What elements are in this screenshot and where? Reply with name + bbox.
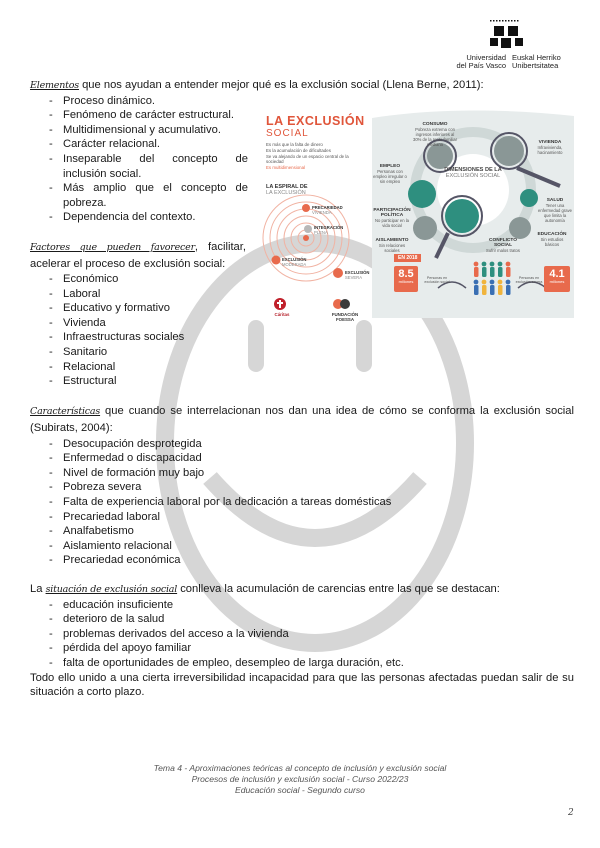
list-item: - Estructural [30, 374, 574, 389]
exclusion-infographic [262, 108, 574, 326]
keyword-elementos: Elementos [30, 80, 79, 91]
list-item: - Inseparable del concepto de inclusión social. [30, 152, 248, 181]
dimension-educacion: EDUCACIÓN Sin estudios básicos [537, 232, 567, 247]
list-item: - educación insuficiente [30, 598, 574, 613]
list-item: - Falta de experiencia laboral por la dedicación a tareas domésticas [30, 495, 574, 510]
closing-paragraph: Todo ello unido a una cierta irreversibilidad incapacidad para que las personas afectadas puedan salir de su situación a corto plazo. [30, 671, 574, 699]
list-item: - Analfabetismo [30, 524, 574, 539]
situation-list [30, 598, 574, 671]
section-elements-intro: Elementos que nos ayudan a entender mejor qué es la exclusión social (Llena Berne, 2011): [30, 79, 484, 91]
keyword-factores: Factores que pueden favorecer [30, 241, 195, 253]
caritas-logo-icon [274, 298, 286, 310]
dimension-aislamiento: AISLAMIENTO Sin relaciones sociales [375, 238, 409, 253]
list-item: - Nivel de formación muy bajo [30, 466, 574, 481]
page-footer: Tema 4 - Aproximaciones teóricas al concepto de inclusión y exclusión social Procesos de inclusión y exclusión social - Curso 2022/23 Educación social - Segundo curso [153, 763, 447, 796]
list-item: - deterioro de la salud [30, 612, 574, 627]
stat-exclusion-box: 8.5 millones [394, 266, 418, 292]
infographic-title: LA EXCLUSIÓN [266, 114, 365, 128]
spiral-label: EXCLUSIÓN MODERADA [282, 257, 307, 267]
list-item: - pérdida del apoyo familiar [30, 641, 574, 656]
page-number: 2 [568, 808, 574, 818]
section-situation-intro: La situación de exclusión social conlleva la acumulación de carencias entre las que se destacan: [30, 583, 500, 596]
section-characteristics [30, 403, 574, 568]
university-name-es: Universidad del País Vasco [456, 53, 506, 70]
list-item: - Laboral [30, 287, 574, 302]
university-emblem-icon [488, 18, 528, 52]
dimension-participacion: PARTICIPACIÓN POLÍTICA No participar en la vida social [373, 208, 411, 228]
spiral-label: EXCLUSIÓN SEVERA [345, 270, 370, 280]
stat-severe-box: 4.1 millones [544, 266, 570, 292]
list-item: - Pobreza severa [30, 480, 574, 495]
dimension-salud: SALUD Tener una enfermedad grave que limita la autonomía [538, 198, 572, 223]
list-item: - falta de oportunidades de empleo, desempleo de larga duración, etc. [30, 656, 574, 671]
year-badge: EN 2018 [394, 254, 421, 262]
dimension-consumo: CONSUMO Pobreza extrema con ingresos inferiores al 30% de la renta familiar mediana [413, 122, 457, 147]
list-item: - Más amplio que el concepto de pobreza. [30, 181, 248, 210]
list-item: - Precariedad económica [30, 553, 574, 568]
spiral-title: LA ESPIRAL DE LA EXCLUSIÓN [266, 184, 308, 196]
list-item: - Vivienda [30, 316, 574, 331]
list-item: - Relacional [30, 360, 574, 375]
dimension-vivienda: VIVIENDA Infravivienda, hacinamiento [537, 140, 563, 155]
section-factors-intro: Factores que pueden favorecer, facilitar, acelerar el proceso de exclusión social: [30, 240, 246, 270]
keyword-situacion: situación de exclusión social [45, 584, 178, 596]
list-item: - Dependencia del contexto. [30, 210, 248, 225]
stat-exclusion-label: Personas en exclusión social [424, 276, 450, 285]
section-situation [30, 582, 574, 700]
list-item: - problemas derivados del acceso a la vivienda [30, 627, 574, 642]
section-characteristics-intro: Características que cuando se interrelacionan nos dan una idea de cómo se conforma la exclusión social (Subirats, 2004): [30, 404, 574, 434]
list-item: - Educativo y formativo [30, 301, 574, 316]
list-item: - Infraestructuras sociales [30, 330, 574, 345]
list-item: - Desocupación desprotegida [30, 437, 574, 452]
spiral-label: INTEGRACIÓN PLENA [314, 225, 344, 235]
list-item: - Aislamiento relacional [30, 539, 574, 554]
foessa-logo-icon [333, 299, 350, 309]
characteristics-list [30, 437, 574, 568]
university-name-eu: Euskal Herriko Unibertsitatea [512, 53, 561, 70]
keyword-caracteristicas: Características [30, 405, 101, 417]
list-item: - Económico [30, 272, 574, 287]
list-item: - Precariedad laboral [30, 510, 574, 525]
dimension-conflicto: CONFLICTO SOCIAL Sufrir malos tratos [486, 238, 520, 253]
foessa-name: FUNDACIÓN FOESSA [331, 312, 359, 322]
list-item: - Multidimensional y acumulativo. [30, 123, 248, 138]
list-item: - Proceso dinámico. [30, 94, 248, 109]
list-item: - Enfermedad o discapacidad [30, 451, 574, 466]
list-item: - Sanitario [30, 345, 574, 360]
dimensions-title: DIMENSIONES DE LA EXCLUSIÓN SOCIAL [444, 167, 502, 180]
stat-severe-label: Personas en exclusión severa [515, 276, 543, 285]
caritas-name: Cáritas [274, 312, 290, 317]
infographic-subtitle: SOCIAL [266, 128, 309, 139]
spiral-label: PRECARIEDAD VIVIENDA [312, 205, 343, 215]
dimension-empleo: EMPLEO Personas con empleo irregular o sin empleo [373, 164, 407, 184]
list-item: - Fenómeno de carácter estructural. [30, 108, 248, 123]
university-logo [450, 18, 580, 76]
infographic-bullets: Es más que la falta de dinero Es la acumulación de dificultades Se va alejando de un espacio central de la sociedad Es multidimensional [266, 142, 349, 171]
list-item: - Carácter relacional. [30, 137, 248, 152]
